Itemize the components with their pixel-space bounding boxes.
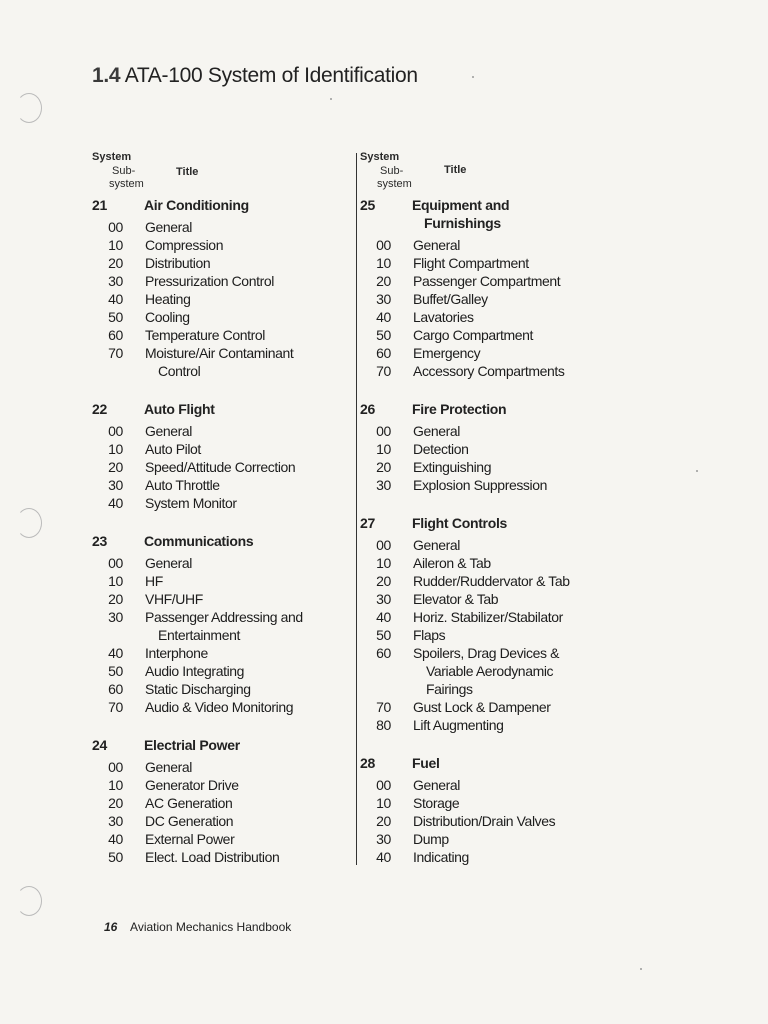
subsystem-code: 30 <box>376 591 391 607</box>
subsystem-row <box>92 290 354 308</box>
subsystem-name: General <box>145 423 193 439</box>
system-section <box>360 196 620 380</box>
subsystem-name: External Power <box>145 831 235 847</box>
scan-speck <box>640 968 642 970</box>
subsystem-code: 60 <box>376 645 391 661</box>
header-system: System <box>92 151 132 163</box>
system-number: 24 <box>92 737 107 753</box>
subsystem-row <box>360 716 620 734</box>
system-heading <box>92 400 354 418</box>
subsystem-name: Spoilers, Drag Devices & <box>413 645 560 661</box>
subsystem-code: 00 <box>108 423 123 439</box>
subsystem-code: 30 <box>108 273 123 289</box>
system-section <box>360 754 620 866</box>
subsystem-row <box>360 422 620 440</box>
header-subsystem: system <box>109 178 144 190</box>
subsystem-name: General <box>413 537 461 553</box>
subsystem-code: 60 <box>108 327 123 343</box>
subsystem-row <box>92 554 354 572</box>
subsystem-code: 60 <box>376 345 391 361</box>
subsystem-row <box>92 698 354 716</box>
subsystem-code: 20 <box>376 273 391 289</box>
subsystem-code: 10 <box>108 573 123 589</box>
subsystem-name: Auto Pilot <box>145 441 201 457</box>
header-title: Title <box>176 166 199 178</box>
subsystem-code: 20 <box>108 255 123 271</box>
subsystem-code: 30 <box>376 831 391 847</box>
subsystem-row <box>360 626 620 644</box>
subsystem-row <box>92 236 354 254</box>
page-footer <box>104 920 291 934</box>
subsystem-name: Rudder/Ruddervator & Tab <box>413 573 570 589</box>
subsystem-row <box>92 590 354 608</box>
subsystem-name: Dump <box>413 831 449 847</box>
subsystem-row <box>92 830 354 848</box>
column-header <box>360 150 620 196</box>
system-number: 25 <box>360 197 375 213</box>
binder-hole-mark <box>16 508 42 538</box>
subsystem-row <box>360 308 620 326</box>
subsystem-row <box>360 362 620 380</box>
subsystem-code: 50 <box>108 849 123 865</box>
subsystem-code: 20 <box>108 795 123 811</box>
subsystem-row <box>360 326 620 344</box>
book-title: Aviation Mechanics Handbook <box>130 920 292 934</box>
subsystem-name: General <box>145 555 193 571</box>
subsystem-name: Cooling <box>145 309 190 325</box>
subsystem-row <box>92 272 354 290</box>
subsystem-code: 40 <box>376 309 391 325</box>
column-divider <box>356 153 357 865</box>
subsystem-row <box>360 590 620 608</box>
left-column <box>92 150 354 886</box>
subsystem-name: Passenger Compartment <box>413 273 561 289</box>
binder-hole-mark <box>16 93 42 123</box>
subsystem-code: 00 <box>376 423 391 439</box>
system-heading <box>360 400 620 418</box>
subsystem-code: 30 <box>376 477 391 493</box>
subsystem-row <box>92 644 354 662</box>
subsystem-row <box>92 776 354 794</box>
subsystem-name: Heating <box>145 291 191 307</box>
subsystem-name: Elevator & Tab <box>413 591 499 607</box>
binder-hole-mark <box>16 886 42 916</box>
subsystem-name: Audio & Video Monitoring <box>145 699 294 715</box>
subsystem-code: 10 <box>376 255 391 271</box>
system-heading <box>92 532 354 550</box>
subsystem-name: VHF/UHF <box>145 591 203 607</box>
subsystem-name: Emergency <box>413 345 481 361</box>
subsystem-row <box>92 758 354 776</box>
column-header <box>92 150 354 196</box>
subsystem-code: 70 <box>376 699 391 715</box>
page-title <box>92 64 418 88</box>
subsystem-name: Passenger Addressing and <box>145 609 303 625</box>
subsystem-code: 00 <box>108 219 123 235</box>
subsystem-row <box>360 644 620 662</box>
subsystem-row <box>92 794 354 812</box>
system-title-line2: Furnishings <box>424 215 501 231</box>
subsystem-code: 20 <box>376 813 391 829</box>
subsystem-name: Static Discharging <box>145 681 251 697</box>
header-sub: Sub- <box>112 165 136 177</box>
subsystem-code: 10 <box>376 555 391 571</box>
subsystem-row <box>92 848 354 866</box>
subsystem-row <box>360 290 620 308</box>
subsystem-row <box>360 458 620 476</box>
subsystem-row <box>360 662 620 680</box>
subsystem-row <box>92 494 354 512</box>
system-number: 26 <box>360 401 375 417</box>
subsystem-name: Lavatories <box>413 309 474 325</box>
system-title: Fire Protection <box>412 401 507 417</box>
subsystem-name: General <box>413 777 461 793</box>
subsystem-row <box>92 458 354 476</box>
subsystem-row <box>360 440 620 458</box>
subsystem-code: 00 <box>108 759 123 775</box>
subsystem-name: Compression <box>145 237 224 253</box>
system-title: Electrial Power <box>144 737 240 753</box>
subsystem-row <box>92 254 354 272</box>
subsystem-name: Cargo Compartment <box>413 327 534 343</box>
subsystem-name: Elect. Load Distribution <box>145 849 280 865</box>
subsystem-code: 70 <box>376 363 391 379</box>
system-title: Fuel <box>412 755 440 771</box>
right-section-list <box>360 196 620 866</box>
subsystem-name: Aileron & Tab <box>413 555 491 571</box>
subsystem-name: Storage <box>413 795 460 811</box>
subsystem-row <box>92 422 354 440</box>
subsystem-name: Pressurization Control <box>145 273 274 289</box>
subsystem-name: AC Generation <box>145 795 233 811</box>
subsystem-code: 10 <box>376 441 391 457</box>
subsystem-name: Moisture/Air Contaminant <box>145 345 294 361</box>
system-section <box>92 532 354 716</box>
subsystem-code: 50 <box>376 627 391 643</box>
header-sub: Sub- <box>380 165 404 177</box>
subsystem-name: Buffet/Galley <box>413 291 488 307</box>
system-heading <box>360 514 620 532</box>
scan-speck <box>472 76 474 78</box>
subsystem-row <box>92 662 354 680</box>
subsystem-row <box>360 698 620 716</box>
subsystem-code: 30 <box>376 291 391 307</box>
subsystem-row <box>92 326 354 344</box>
subsystem-code: 20 <box>376 573 391 589</box>
subsystem-name: HF <box>145 573 163 589</box>
subsystem-name: Flight Compartment <box>413 255 529 271</box>
subsystem-code: 00 <box>376 777 391 793</box>
subsystem-name: Lift Augmenting <box>413 717 504 733</box>
subsystem-row <box>360 272 620 290</box>
subsystem-row <box>360 536 620 554</box>
subsystem-code: 40 <box>108 831 123 847</box>
subsystem-row <box>92 476 354 494</box>
subsystem-code: 40 <box>376 849 391 865</box>
subsystem-name: Detection <box>413 441 469 457</box>
subsystem-name: Distribution/Drain Valves <box>413 813 556 829</box>
system-section <box>92 736 354 866</box>
subsystem-code: 00 <box>108 555 123 571</box>
subsystem-name: Extinguishing <box>413 459 492 475</box>
subsystem-code: 00 <box>376 537 391 553</box>
subsystem-code <box>92 626 132 644</box>
subsystem-row <box>92 812 354 830</box>
system-number: 28 <box>360 755 375 771</box>
subsystem-name: Distribution <box>145 255 211 271</box>
subsystem-name: Flaps <box>413 627 446 643</box>
subsystem-row <box>360 476 620 494</box>
subsystem-code: 40 <box>108 645 123 661</box>
subsystem-name: General <box>145 219 193 235</box>
subsystem-row <box>360 680 620 698</box>
subsystem-code: 40 <box>108 291 123 307</box>
title-text: ATA-100 System of Identification <box>124 64 418 87</box>
subsystem-code <box>360 680 400 698</box>
system-title: Equipment and <box>412 197 510 213</box>
subsystem-code: 20 <box>376 459 391 475</box>
subsystem-code: 80 <box>376 717 391 733</box>
system-title: Air Conditioning <box>144 197 249 213</box>
header-system: System <box>360 151 400 163</box>
subsystem-row <box>92 344 354 362</box>
subsystem-name: Horiz. Stabilizer/Stabilator <box>413 609 563 625</box>
subsystem-code: 00 <box>376 237 391 253</box>
subsystem-row <box>360 776 620 794</box>
left-section-list <box>92 196 354 866</box>
header-title: Title <box>444 164 467 176</box>
subsystem-row <box>92 680 354 698</box>
subsystem-name: DC Generation <box>145 813 234 829</box>
subsystem-name: System Monitor <box>145 495 237 511</box>
subsystem-code: 50 <box>108 663 123 679</box>
subsystem-row <box>360 848 620 866</box>
header-subsystem: system <box>377 178 412 190</box>
subsystem-name: Gust Lock & Dampener <box>413 699 551 715</box>
subsystem-code: 10 <box>108 237 123 253</box>
system-title: Flight Controls <box>412 515 508 531</box>
system-number: 27 <box>360 515 375 531</box>
subsystem-name: General <box>413 237 461 253</box>
subsystem-row <box>360 344 620 362</box>
system-heading-continued <box>360 214 620 232</box>
subsystem-name: Interphone <box>145 645 208 661</box>
subsystem-row <box>360 812 620 830</box>
subsystem-name: Variable Aerodynamic <box>426 663 554 679</box>
system-title: Auto Flight <box>144 401 215 417</box>
subsystem-code <box>92 362 132 380</box>
subsystem-code: 50 <box>376 327 391 343</box>
system-heading <box>360 196 620 214</box>
subsystem-code: 60 <box>108 681 123 697</box>
subsystem-name: General <box>145 759 193 775</box>
subsystem-row <box>92 362 354 380</box>
subsystem-code: 10 <box>376 795 391 811</box>
heading-indent <box>360 214 424 232</box>
system-heading <box>92 736 354 754</box>
system-section <box>92 400 354 512</box>
subsystem-name: Fairings <box>426 681 473 697</box>
subsystem-name: Control <box>158 363 201 379</box>
subsystem-row <box>360 794 620 812</box>
subsystem-row <box>92 572 354 590</box>
subsystem-code: 50 <box>108 309 123 325</box>
subsystem-name: Entertainment <box>158 627 240 643</box>
right-column <box>360 150 620 886</box>
subsystem-row <box>360 572 620 590</box>
scan-speck <box>696 470 698 472</box>
subsystem-name: Explosion Suppression <box>413 477 548 493</box>
system-section <box>92 196 354 380</box>
subsystem-row <box>360 254 620 272</box>
subsystem-name: Auto Throttle <box>145 477 220 493</box>
subsystem-row <box>360 236 620 254</box>
subsystem-row <box>360 608 620 626</box>
subsystem-code: 70 <box>108 699 123 715</box>
system-section <box>360 400 620 494</box>
scan-speck <box>330 98 332 100</box>
subsystem-code: 70 <box>108 345 123 361</box>
system-number: 21 <box>92 197 107 213</box>
title-number: 1.4 <box>92 64 121 87</box>
subsystem-row <box>92 308 354 326</box>
subsystem-name: General <box>413 423 461 439</box>
subsystem-code: 20 <box>108 591 123 607</box>
subsystem-row <box>360 554 620 572</box>
subsystem-row <box>92 626 354 644</box>
system-section <box>360 514 620 734</box>
subsystem-name: Speed/Attitude Correction <box>145 459 296 475</box>
subsystem-row <box>92 218 354 236</box>
subsystem-row <box>92 608 354 626</box>
subsystem-code <box>360 662 400 680</box>
subsystem-code: 10 <box>108 777 123 793</box>
subsystem-code: 30 <box>108 813 123 829</box>
system-title: Communications <box>144 533 254 549</box>
system-heading <box>92 196 354 214</box>
subsystem-code: 30 <box>108 609 123 625</box>
subsystem-row <box>92 440 354 458</box>
page-number: 16 <box>104 920 118 934</box>
subsystem-code: 20 <box>108 459 123 475</box>
system-number: 22 <box>92 401 107 417</box>
subsystem-name: Audio Integrating <box>145 663 245 679</box>
subsystem-code: 40 <box>108 495 123 511</box>
subsystem-row <box>360 830 620 848</box>
subsystem-name: Indicating <box>413 849 469 865</box>
subsystem-code: 40 <box>376 609 391 625</box>
subsystem-name: Generator Drive <box>145 777 239 793</box>
subsystem-name: Temperature Control <box>145 327 266 343</box>
subsystem-name: Accessory Compartments <box>413 363 565 379</box>
subsystem-code: 10 <box>108 441 123 457</box>
system-heading <box>360 754 620 772</box>
system-number: 23 <box>92 533 107 549</box>
subsystem-code: 30 <box>108 477 123 493</box>
